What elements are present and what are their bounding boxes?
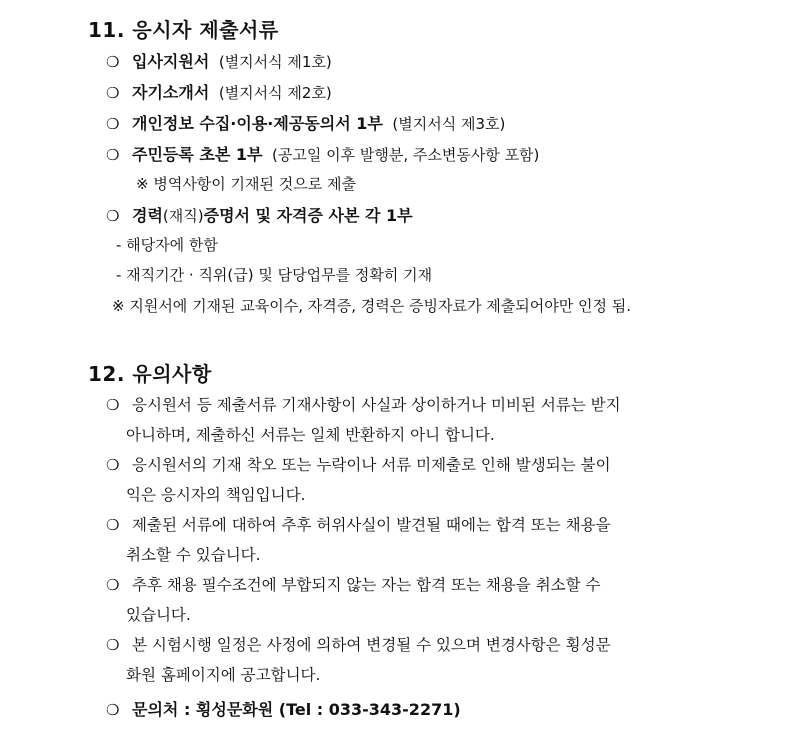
contact-info: ❍ 문의처 : 횡성문화원 (Tel : 033-343-2271) <box>106 700 461 719</box>
document-item-self-introduction: ❍ 자기소개서 (별지서식 제2호) <box>106 83 332 102</box>
document-item-application: ❍ 입사지원서 (별지서식 제1호) <box>106 52 332 71</box>
notice-item-5: ❍ 본 시험시행 일정은 사정에 의하여 변경될 수 있으며 변경사항은 횡성문 화원 홈페이지에 공고합니다. <box>106 630 718 690</box>
circle-bullet-icon: ❍ <box>106 53 120 71</box>
notice-item-1: ❍ 응시원서 등 제출서류 기재사항이 사실과 상이하거나 미비된 서류는 받지 아니하며, 제출하신 서류는 일체 반환하지 아니 합니다. <box>106 390 718 450</box>
circle-bullet-icon: ❍ <box>106 516 120 534</box>
document-item-resident-registration: ❍ 주민등록 초본 1부 (공고일 이후 발행분, 주소변동사항 포함) <box>106 145 540 164</box>
section-11-title: 11. 응시자 제출서류 <box>88 18 279 42</box>
circle-bullet-icon: ❍ <box>106 636 120 654</box>
section-12-title: 12. 유의사항 <box>88 362 212 386</box>
notice-item-2: ❍ 응시원서의 기재 착오 또는 누락이나 서류 미제출로 인해 발생되는 불이 익은 응시자의 책임입니다. <box>106 450 718 510</box>
circle-bullet-icon: ❍ <box>106 146 120 164</box>
notice-item-3: ❍ 제출된 서류에 대하여 추후 허위사실이 발견될 때에는 합격 또는 채용을 취소할 수 있습니다. <box>106 510 718 570</box>
circle-bullet-icon: ❍ <box>106 84 120 102</box>
document-item-career-certificate: ❍ 경력(재직)증명서 및 자격증 사본 각 1부 <box>106 206 413 225</box>
circle-bullet-icon: ❍ <box>106 701 120 719</box>
evidence-note: ※ 지원서에 기재된 교육이수, 자격증, 경력은 증빙자료가 제출되어야만 인정 됨. <box>112 297 631 315</box>
document-item-privacy-consent: ❍ 개인정보 수집·이용·제공동의서 1부 (별지서식 제3호) <box>106 114 506 133</box>
circle-bullet-icon: ❍ <box>106 207 120 225</box>
circle-bullet-icon: ❍ <box>106 576 120 594</box>
military-service-note: ※ 병역사항이 기재된 것으로 제출 <box>136 175 357 193</box>
circle-bullet-icon: ❍ <box>106 396 120 414</box>
circle-bullet-icon: ❍ <box>106 456 120 474</box>
notice-item-4: ❍ 추후 채용 필수조건에 부합되지 않는 자는 합격 또는 채용을 취소할 수 있습니다. <box>106 570 718 630</box>
circle-bullet-icon: ❍ <box>106 115 120 133</box>
sub-item-applicable-only: - 해당자에 한함 <box>116 236 218 254</box>
sub-item-career-details: - 재직기간 · 직위(급) 및 담당업무를 정확히 기재 <box>116 266 433 284</box>
